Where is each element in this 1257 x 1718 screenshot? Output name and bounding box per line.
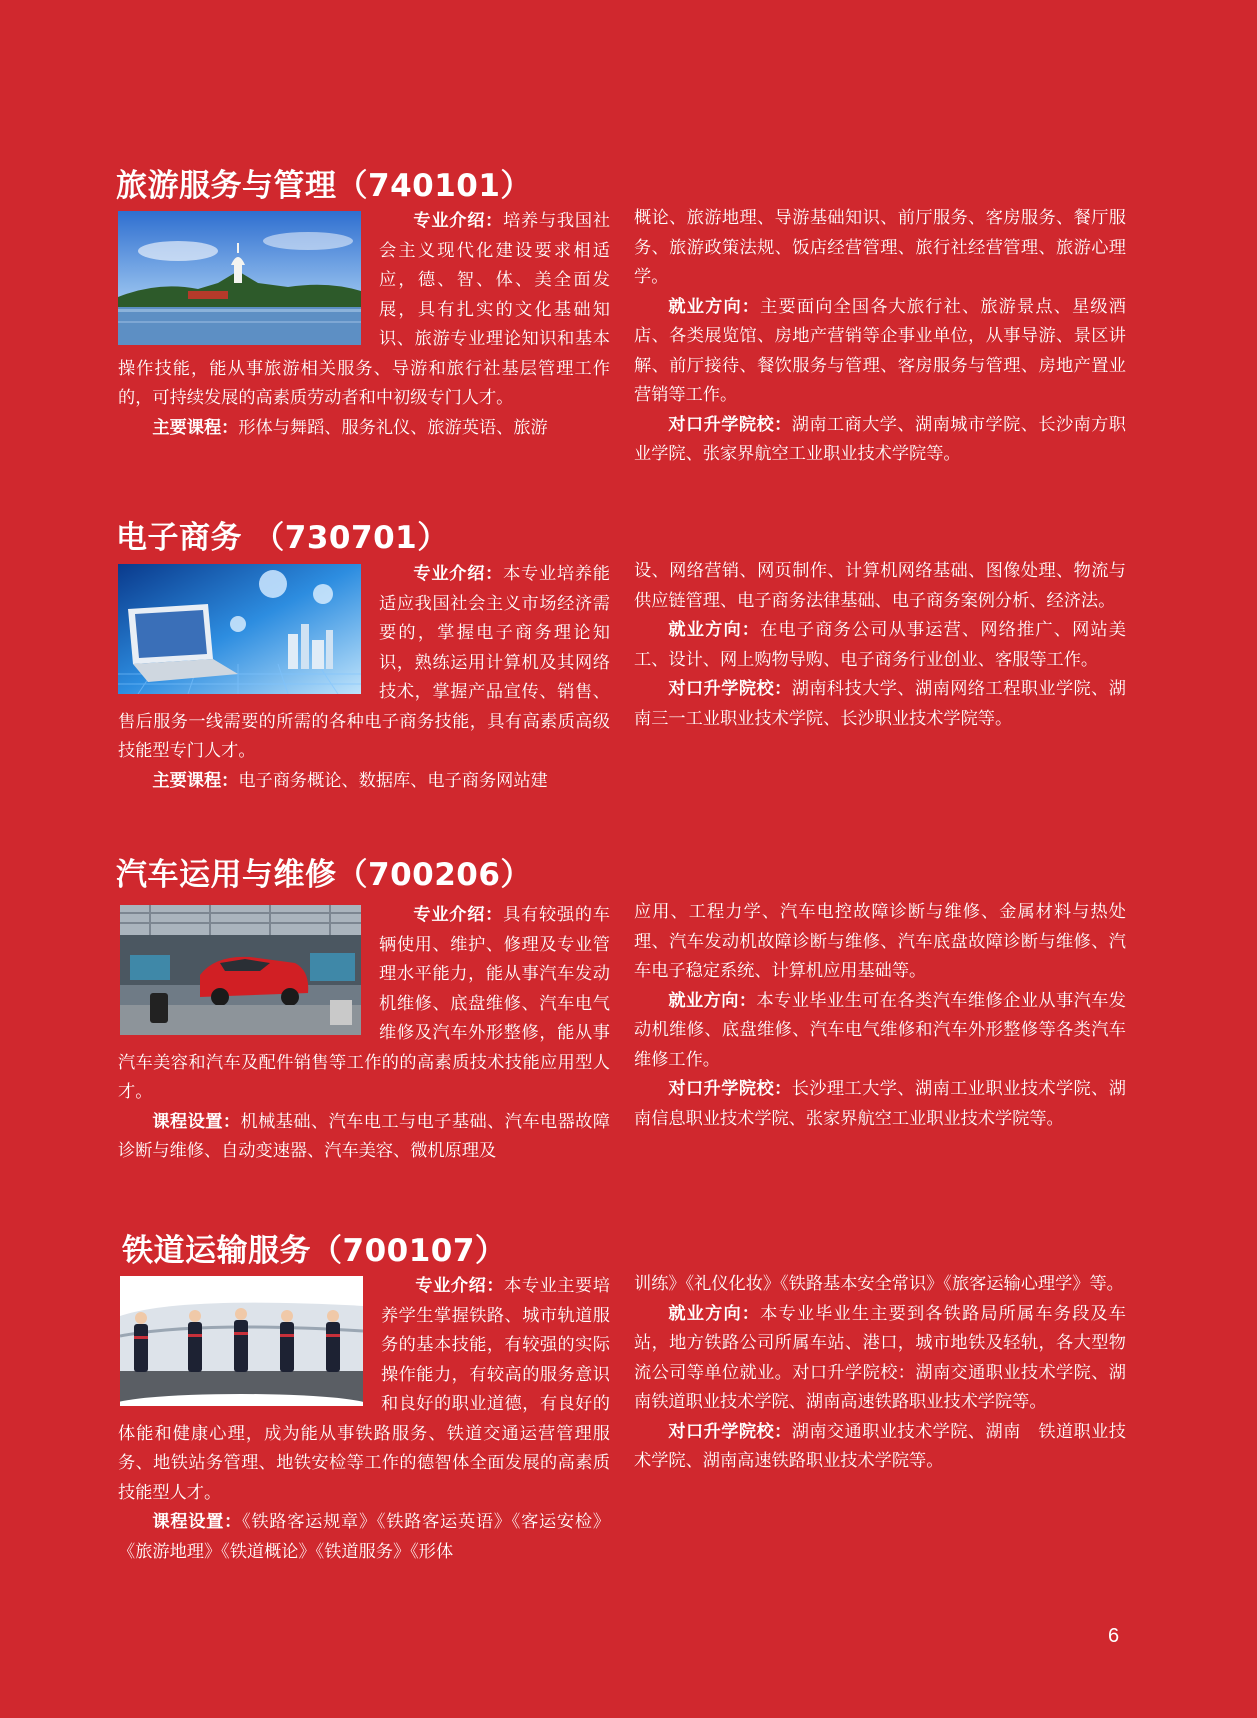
lake-pagoda-photo xyxy=(118,211,361,345)
intro-text: 培养与我国社会主义现代化建设要求相适应，德、智、体、美全面发展，具有扎实的文化基础知识、旅游专业理论知识和基本操作技能，能从事旅游相关服务、导游和旅行社基层管理工作的，可持续发展的高素质劳动者和中初级专门人才。 xyxy=(118,211,610,408)
courses-continued: 应用、工程力学、汽车电控故障诊断与维修、金属材料与热处理、汽车发动机故障诊断与维修、汽车底盘故障诊断与维修、汽车电子稳定系统、计算机应用基础等。 xyxy=(634,902,1126,981)
colleges-label: 对口升学院校： xyxy=(668,1421,792,1442)
left-column xyxy=(118,1272,610,1567)
section-title: 铁道运输服务（700107） xyxy=(122,1233,507,1269)
courses-continued: 设、网络营销、网页制作、计算机网络基础、图像处理、物流与供应链管理、电子商务法律基础、电子商务案例分析、经济法。 xyxy=(634,561,1126,611)
career-label: 就业方向： xyxy=(668,990,757,1011)
career-label: 就业方向： xyxy=(668,620,761,640)
section-title: 旅游服务与管理（740101） xyxy=(116,168,532,204)
intro-label: 专业介绍： xyxy=(413,564,504,584)
courses-label: 课程设置： xyxy=(152,1512,243,1532)
laptop-globe-photo xyxy=(118,564,361,694)
intro-label: 专业介绍： xyxy=(415,1276,505,1296)
courses-label: 主要课程： xyxy=(152,417,239,438)
courses-text: 电子商务概论、数据库、电子商务网站建 xyxy=(238,770,548,791)
courses-continued: 概论、旅游地理、导游基础知识、前厅服务、客房服务、餐厅服务、旅游政策法规、饭店经营管理、旅行社经营管理、旅游心理学。 xyxy=(634,208,1126,287)
career-label: 就业方向： xyxy=(668,1303,761,1324)
courses-text: 形体与舞蹈、服务礼仪、旅游英语、旅游 xyxy=(238,417,548,438)
courses-continued: 训练》《礼仪化妆》《铁路基本安全常识》《旅客运输心理学》等。 xyxy=(634,1274,1124,1294)
courses-text: 机械基础、汽车电工与电子基础、汽车电器故障诊断与维修、自动变速器、汽车美容、微机原理及 xyxy=(118,1111,610,1161)
right-column xyxy=(634,557,1126,734)
left-column xyxy=(118,207,610,443)
career-text: 本专业毕业生主要到各铁路局所属车务段及车站，地方铁路公司所属车站、港口，城市地铁及轻轨，各大型物流公司等单位就业。对口升学院校：湖南交通职业技术学院、湖南铁道职业技术学院、湖南高速铁路职业技术学院等。 xyxy=(634,1303,1126,1412)
intro-text: 具有较强的车辆使用、维护、修理及专业管理水平能力，能从事汽车发动机维修、底盘维修、汽车电气维修及汽车外形整修，能从事汽车美容和汽车及配件销售等工作的的高素质技术技能应用型人才。 xyxy=(118,905,610,1102)
colleges-label: 对口升学院校： xyxy=(668,414,792,435)
colleges-text: 长沙理工大学、湖南工业职业技术学院、湖南信息职业技术学院、张家界航空工业职业技术学院等。 xyxy=(634,1079,1126,1129)
career-text: 在电子商务公司从事运营、网络推广、网站美工、设计、网上购物导购、电子商务行业创业、客服等工作。 xyxy=(634,620,1126,670)
career-label: 就业方向： xyxy=(668,296,761,317)
courses-label: 主要课程： xyxy=(152,770,239,791)
section-title: 电子商务 （730701） xyxy=(116,520,449,556)
car-factory-photo xyxy=(120,905,361,1035)
colleges-text: 湖南交通职业技术学院、湖南 铁道职业技术学院、湖南高速铁路职业技术学院等。 xyxy=(634,1421,1126,1471)
career-text: 主要面向全国各大旅行社、旅游景点、星级酒店、各类展览馆、房地产营销等企事业单位，从事导游、景区讲解、前厅接待、餐饮服务与管理、客房服务与管理、房地产置业营销等工作。 xyxy=(634,296,1126,405)
train-attendants-photo xyxy=(120,1276,363,1406)
right-column xyxy=(634,1270,1126,1477)
intro-text: 本专业培养能适应我国社会主义市场经济需要的，掌握电子商务理论知识，熟练运用计算机及其网络技术，掌握产品宣传、销售、售后服务一线需要的所需的各种电子商务技能，具有高素质高级技能型专门人才。 xyxy=(118,564,610,761)
page-number: 6 xyxy=(1108,1625,1120,1647)
colleges-label: 对口升学院校： xyxy=(668,679,792,699)
intro-text: 本专业主要培养学生掌握铁路、城市轨道服务的基本技能，有较强的实际操作能力，有较高的服务意识和良好的职业道德，有良好的体能和健康心理，成为能从事铁路服务、铁道交通运营管理服务、地铁站务管理、地铁安检等工作的德智体全面发展的高素质技能型人才。 xyxy=(118,1276,610,1503)
colleges-text: 湖南科技大学、湖南网络工程职业学院、湖南三一工业职业技术学院、长沙职业技术学院等。 xyxy=(634,679,1126,729)
courses-label: 课程设置： xyxy=(152,1111,241,1132)
intro-label: 专业介绍： xyxy=(413,211,504,231)
left-column xyxy=(118,560,610,796)
career-text: 本专业毕业生可在各类汽车维修企业从事汽车发动机维修、底盘维修、汽车电气维修和汽车外形整修等各类汽车维修工作。 xyxy=(634,990,1126,1070)
section-title: 汽车运用与维修（700206） xyxy=(116,857,532,893)
right-column xyxy=(634,898,1126,1134)
colleges-label: 对口升学院校： xyxy=(668,1079,792,1099)
left-column xyxy=(118,901,610,1167)
colleges-text: 湖南工商大学、湖南城市学院、长沙南方职业学院、张家界航空工业职业技术学院等。 xyxy=(634,414,1126,464)
intro-label: 专业介绍： xyxy=(413,905,504,925)
courses-text: 《铁路客运规章》《铁路客运英语》《客运安检》《旅游地理》《铁道概论》《铁道服务》《形体 xyxy=(118,1512,610,1562)
right-column xyxy=(634,204,1126,470)
